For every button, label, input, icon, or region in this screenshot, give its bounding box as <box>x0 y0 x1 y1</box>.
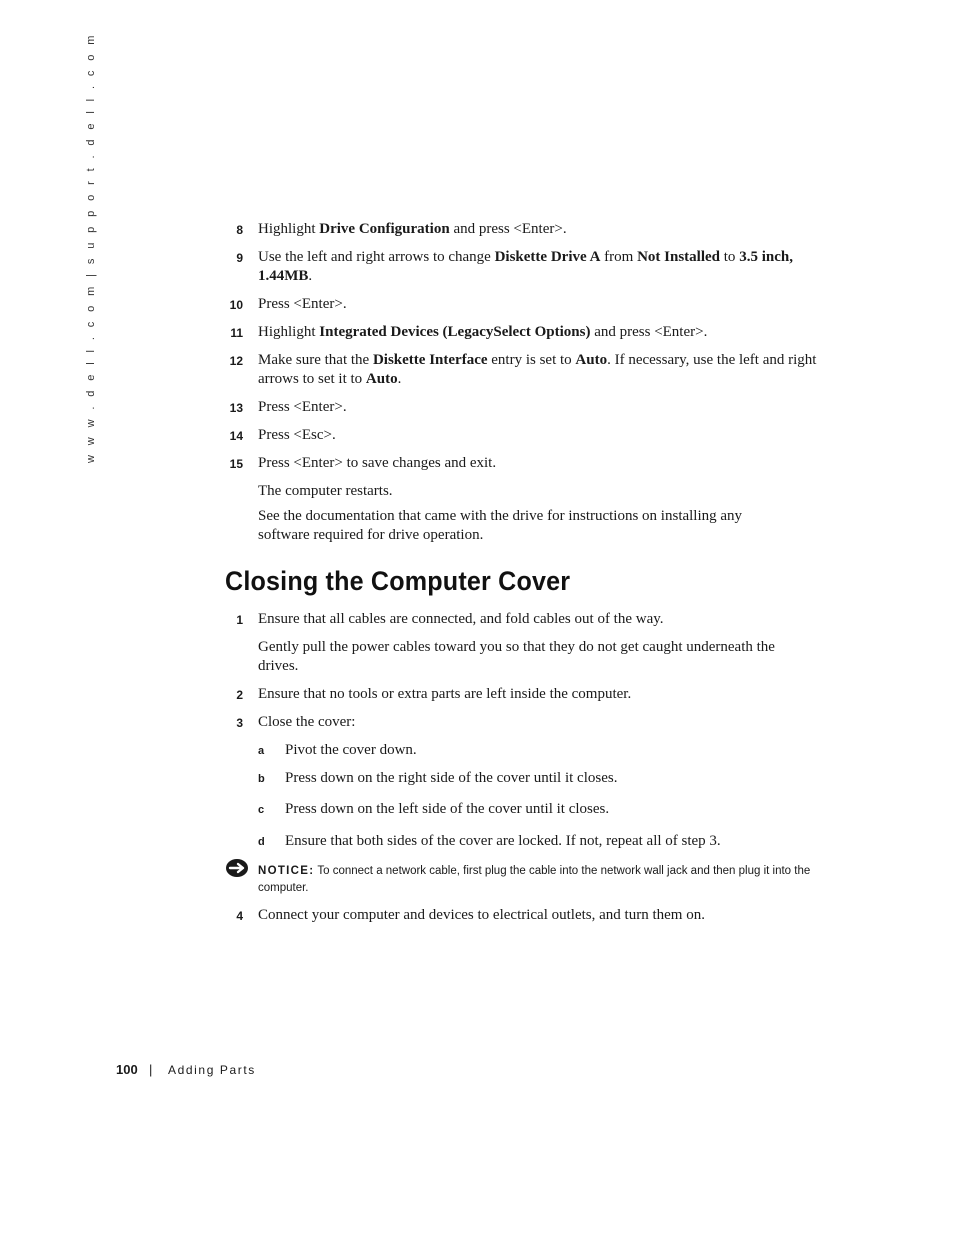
emphasis-term: Drive Configuration <box>319 221 450 237</box>
step-text <box>258 351 818 389</box>
text-run: . <box>397 371 402 387</box>
side-url: w w w . d e l l . c o m | s u p p o r t . d e l l . c o m <box>85 32 97 463</box>
text-run: Highlight <box>258 221 320 237</box>
substep-letter: c <box>258 804 265 816</box>
emphasis-term: Auto <box>365 371 398 387</box>
emphasis-term: Diskette Drive A <box>494 249 601 265</box>
step-text <box>258 248 818 286</box>
step-number: 3 <box>236 716 243 730</box>
step-number: 11 <box>230 326 243 340</box>
step-number: 9 <box>236 251 243 265</box>
step-number: 14 <box>229 429 243 443</box>
text-run: and press <Enter>. <box>590 324 708 340</box>
text-run: Press <Enter> to save changes and exit. <box>258 455 497 471</box>
emphasis-term: 3.5 inch, 1.44MB <box>258 249 793 284</box>
page-number: 100 <box>116 1062 138 1077</box>
step-number: 12 <box>229 354 243 368</box>
step-number: 10 <box>229 298 243 312</box>
text-run: . If necessary, use the left and right arrows to set it to <box>258 352 817 387</box>
footer-separator: | <box>149 1062 153 1077</box>
emphasis-term: Diskette Interface <box>372 352 488 368</box>
substep-text: Press down on the left side of the cover until it closes. <box>285 801 610 817</box>
text-run: and press <Enter>. <box>449 221 567 237</box>
step-text <box>258 426 818 445</box>
step-text: Ensure that all cables are connected, and fold cables out of the way. <box>258 611 664 627</box>
step-number: 1 <box>236 613 243 627</box>
text-run: Use the left and right arrows to change <box>258 249 495 265</box>
step-text: Connect your computer and devices to electrical outlets, and turn them on. <box>258 907 705 923</box>
substep-letter: b <box>258 773 265 785</box>
notice-block <box>258 863 818 897</box>
paragraph-text: See the documentation that came with the drive for instructions on installing any software required for drive operation. <box>258 508 743 543</box>
section-heading: Closing the Computer Cover <box>225 566 571 596</box>
step-number: 8 <box>236 223 243 237</box>
text-run: entry is set to <box>487 352 576 368</box>
text-run: Press <Esc>. <box>258 427 336 443</box>
step-number: 4 <box>236 909 243 923</box>
step-text: Close the cover: <box>258 714 356 730</box>
step-text <box>258 295 818 314</box>
notice-label: NOTICE: <box>258 865 315 877</box>
step-text: Ensure that no tools or extra parts are left inside the computer. <box>258 686 632 702</box>
notice-text: To connect a network cable, first plug the cable into the network wall jack and then plug it into the computer. <box>258 865 811 894</box>
substep-letter: a <box>258 745 265 757</box>
notice-icon <box>225 858 251 878</box>
text-run: Highlight <box>258 324 320 340</box>
text-run: to <box>720 249 740 265</box>
text-run: from <box>600 249 638 265</box>
text-run: Press <Enter>. <box>258 296 347 312</box>
text-run: Press <Enter>. <box>258 399 347 415</box>
step-number: 13 <box>229 401 243 415</box>
step-number: 15 <box>229 457 243 471</box>
emphasis-term: Auto <box>575 352 608 368</box>
step-text <box>258 454 818 473</box>
substep-letter: d <box>258 836 265 848</box>
text-run: . <box>308 268 313 284</box>
step-text <box>258 220 818 239</box>
step-text <box>258 323 818 342</box>
substep-text: Press down on the right side of the cover until it closes. <box>285 770 618 786</box>
substep-text: Ensure that both sides of the cover are locked. If not, repeat all of step 3. <box>285 833 721 849</box>
substep-text: Pivot the cover down. <box>285 742 417 758</box>
paragraph-text: The computer restarts. <box>258 483 393 499</box>
step-text <box>258 398 818 417</box>
emphasis-term: Not Installed <box>637 249 721 265</box>
paragraph-text: Gently pull the power cables toward you so that they do not get caught underneath the drives. <box>258 639 775 674</box>
step-number: 2 <box>236 688 243 702</box>
emphasis-term: Integrated Devices (LegacySelect Options) <box>319 324 591 340</box>
footer-section-title: Adding Parts <box>168 1063 256 1077</box>
text-run: Make sure that the <box>258 352 373 368</box>
